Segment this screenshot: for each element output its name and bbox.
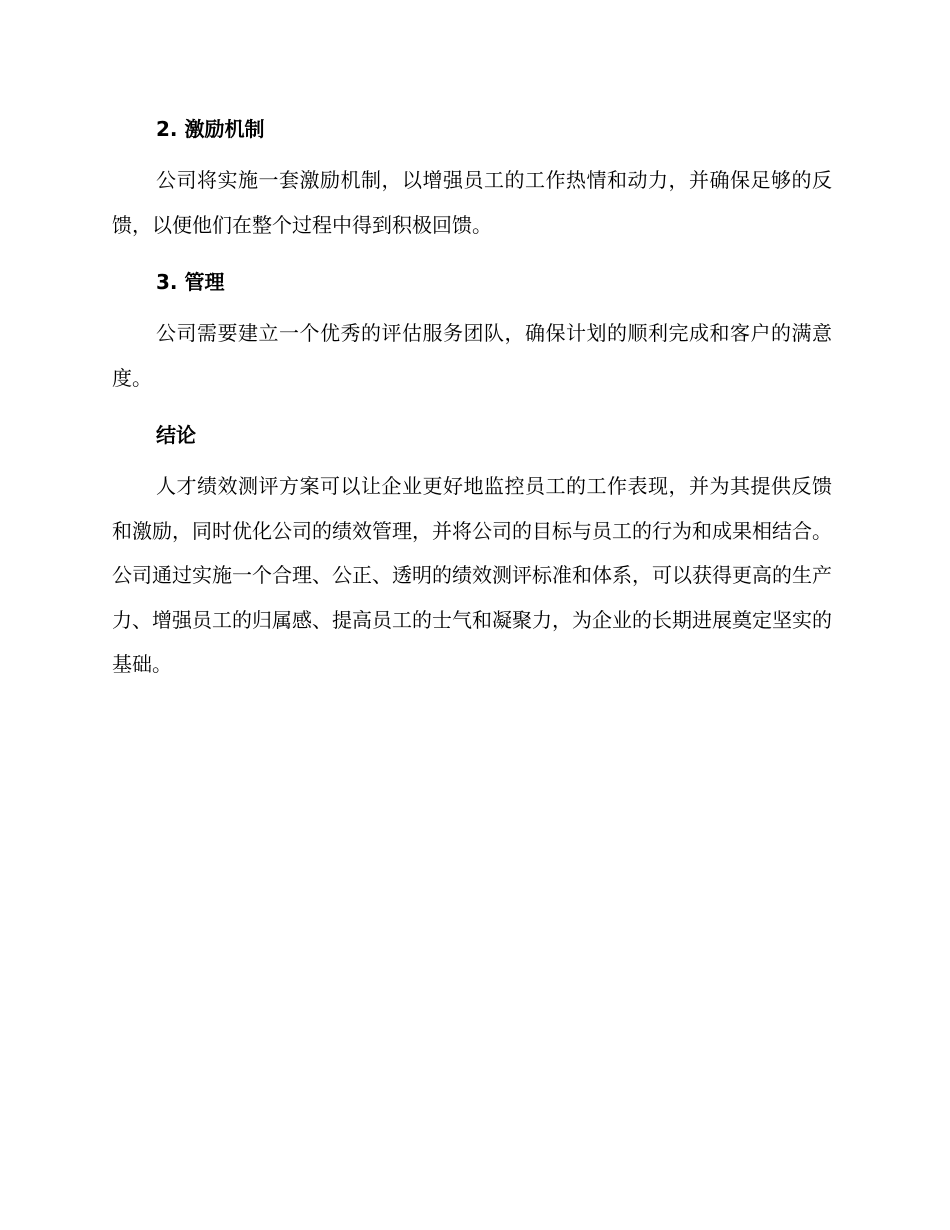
- section-paragraph-management: 公司需要建立一个优秀的评估服务团队，确保计划的顺利完成和客户的满意度。: [112, 321, 832, 390]
- section-heading-conclusion: 结论: [156, 423, 196, 447]
- section-paragraph-incentive: 公司将实施一套激励机制，以增强员工的工作热情和动力，并确保足够的反馈，以便他们在整个过程中得到积极回馈。: [112, 168, 832, 237]
- section-heading-incentive: 2. 激励机制: [156, 117, 265, 141]
- document-page: [112, 110, 832, 687]
- section-heading-management: 3. 管理: [156, 270, 225, 294]
- section-paragraph-conclusion: 人才绩效测评方案可以让企业更好地监控员工的工作表现，并为其提供反馈和激励，同时优化公司的绩效管理，并将公司的目标与员工的行为和成果相结合。公司通过实施一个合理、公正、透明的绩效测评标准和体系，可以获得更高的生产力、增强员工的归属感、提高员工的士气和凝聚力，为企业的长期进展奠定坚实的基础。: [112, 474, 832, 676]
